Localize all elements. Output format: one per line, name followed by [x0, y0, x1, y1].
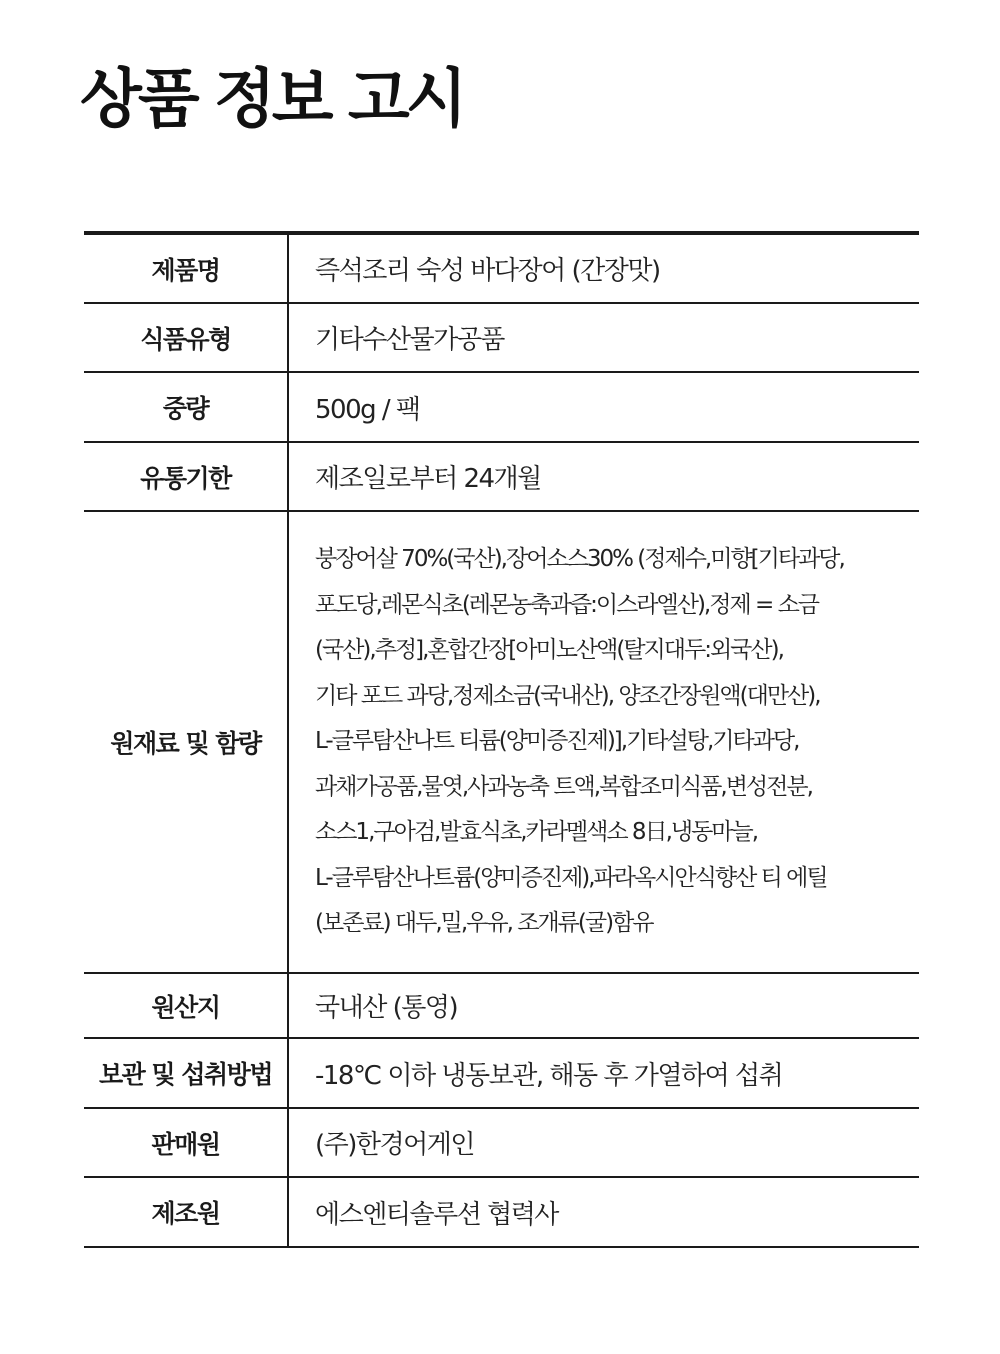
row-label: 원산지 [84, 973, 288, 1038]
table-row [84, 303, 919, 372]
table-row [84, 233, 919, 303]
page-title: 상품 정보 고시 [80, 63, 464, 137]
row-value: -18℃ 이하 냉동보관, 해동 후 가열하여 섭취 [288, 1038, 919, 1108]
row-value: (주)한경어게인 [288, 1108, 919, 1177]
table-row [84, 1108, 919, 1177]
row-label: 원재료 및 함량 [84, 511, 288, 973]
ingredient-line: L-글루탐산나트 티륨(양미증진제)],기타설탕,기타과당, [315, 728, 799, 755]
row-label: 보관 및 섭취방법 [84, 1038, 288, 1108]
row-value: 제조일로부터 24개월 [288, 442, 919, 511]
row-value: 500g / 팩 [288, 372, 919, 442]
row-value: 에스엔티솔루션 협력사 [288, 1177, 919, 1247]
table-row [84, 372, 919, 442]
ingredient-line: 과채가공품,물엿,사과농축 트액,복합조미식품,변성전분, [315, 773, 812, 800]
row-label: 식품유형 [84, 303, 288, 372]
ingredient-line: (보존료) 대두,밀,우유, 조개류(굴)함유 [315, 910, 653, 937]
row-label: 제조원 [84, 1177, 288, 1247]
row-label: 판매원 [84, 1108, 288, 1177]
row-value: 기타수산물가공품 [288, 303, 919, 372]
ingredient-line: (국산),추정],혼합간장[아미노산액(탈지대두:외국산), [315, 637, 783, 664]
ingredients-value [288, 511, 919, 973]
row-value: 국내산 (통영) [288, 973, 919, 1038]
table-row [84, 442, 919, 511]
table-row [84, 973, 919, 1038]
table-row [84, 511, 919, 973]
row-label: 제품명 [84, 233, 288, 303]
product-info-table [84, 231, 919, 1248]
row-label: 유통기한 [84, 442, 288, 511]
row-value: 즉석조리 숙성 바다장어 (간장맛) [288, 233, 919, 303]
row-label: 중량 [84, 372, 288, 442]
ingredient-line: L-글루탐산나트륨(양미증진제),파라옥시안식향산 티 에틸 [315, 864, 827, 891]
ingredient-line: 붕장어살 70%(국산),장어소스30% (정제수,미향[기타과당, [315, 546, 844, 573]
ingredient-line: 포도당,레몬식초(레몬농축과즙:이스라엘산),정제 = 소금 [315, 591, 819, 618]
table-row [84, 1177, 919, 1247]
ingredient-line: 기타 포드 과당,정제소금(국내산), 양조간장원액(대만산), [315, 682, 820, 709]
ingredient-line: 소스1,구아검,발효식초,카라멜색소 8日,냉동마늘, [315, 819, 758, 846]
table-row [84, 1038, 919, 1108]
